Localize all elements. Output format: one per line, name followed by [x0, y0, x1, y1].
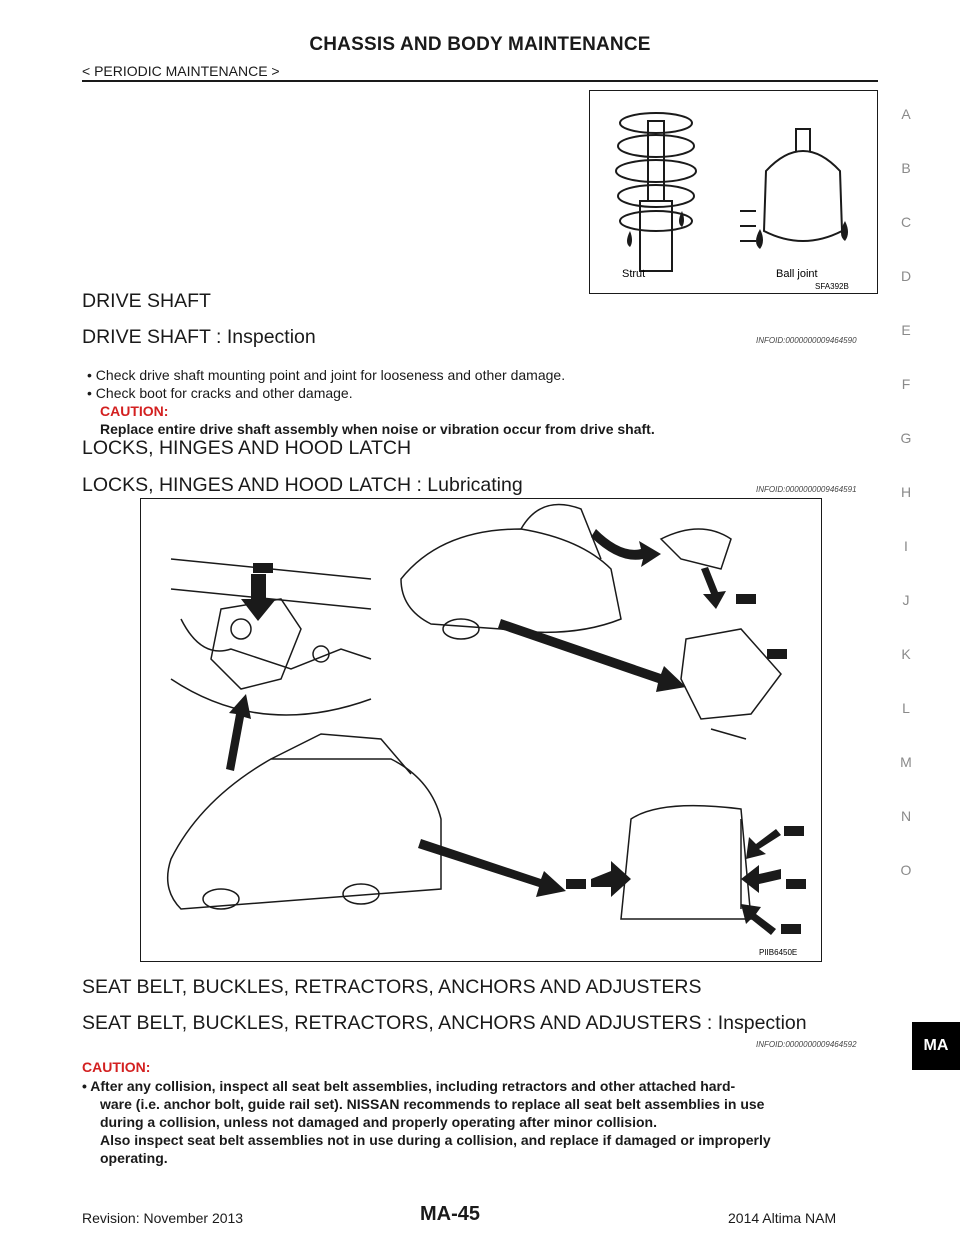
subsection-heading-locks-lubricating: LOCKS, HINGES AND HOOD LATCH : Lubricating	[82, 474, 523, 496]
figure-id: PIIB6450E	[759, 948, 798, 957]
caution-text: Replace entire drive shaft assembly when noise or vibration occur from drive shaft.	[100, 421, 655, 437]
model-year: 2014 Altima NAM	[728, 1210, 837, 1226]
lubrication-illustration	[141, 499, 821, 961]
section-index-n[interactable]: N	[900, 808, 912, 824]
lubrication-points-figure	[140, 498, 822, 962]
section-index-l[interactable]: L	[902, 700, 910, 716]
figure-id: SFA392B	[815, 282, 849, 291]
section-heading-drive-shaft: DRIVE SHAFT	[82, 290, 211, 312]
subsection-heading-seat-belt-inspection: SEAT BELT, BUCKLES, RETRACTORS, ANCHORS AND ADJUSTERS : Inspection	[82, 1012, 807, 1034]
caution-text: operating.	[100, 1150, 168, 1166]
section-tab-ma[interactable]: MA	[912, 1022, 960, 1070]
caution-text: • After any collision, inspect all seat belt assemblies, including retractors and other attached hard-	[82, 1078, 736, 1094]
section-index-h[interactable]: H	[900, 484, 912, 500]
section-index-m[interactable]: M	[900, 754, 912, 770]
info-id: INFOID:0000000009464590	[756, 336, 857, 345]
page-number: MA-45	[420, 1203, 481, 1225]
info-id: INFOID:0000000009464592	[756, 1040, 857, 1049]
section-index-a[interactable]: A	[901, 106, 911, 122]
caution-label: CAUTION:	[82, 1059, 151, 1075]
strut-label: Strut	[622, 268, 646, 280]
list-item: • Check drive shaft mounting point and joint for looseness and other damage.	[87, 367, 566, 383]
subsection-heading-drive-shaft-inspection: DRIVE SHAFT : Inspection	[82, 326, 316, 348]
caution-label: CAUTION:	[100, 403, 169, 419]
caution-text: during a collision, unless not damaged and properly operating after minor collision.	[100, 1114, 657, 1130]
list-item-text: Check boot for cracks and other damage.	[95, 385, 353, 401]
section-index-k[interactable]: K	[901, 646, 911, 662]
section-heading-locks: LOCKS, HINGES AND HOOD LATCH	[82, 437, 412, 459]
ball-joint-label: Ball joint	[776, 268, 818, 280]
strut-balljoint-illustration	[590, 91, 877, 293]
breadcrumb: < PERIODIC MAINTENANCE >	[82, 63, 280, 79]
section-index-i[interactable]: I	[904, 538, 908, 554]
section-index-c[interactable]: C	[900, 214, 912, 230]
caution-text: ware (i.e. anchor bolt, guide rail set). NISSAN recommends to replace all seat belt assemblies in use	[100, 1096, 765, 1112]
section-index-g[interactable]: G	[900, 430, 912, 446]
section-index-d[interactable]: D	[900, 268, 912, 284]
revision-date: Revision: November 2013	[82, 1210, 244, 1226]
section-index-b[interactable]: B	[901, 160, 911, 176]
strut-balljoint-figure	[589, 90, 878, 294]
section-index-e[interactable]: E	[901, 322, 911, 338]
caution-text: Also inspect seat belt assemblies not in use during a collision, and replace if damaged or improperly	[100, 1132, 771, 1148]
section-index-o[interactable]: O	[900, 862, 912, 878]
section-index-f[interactable]: F	[901, 376, 911, 392]
section-index-j[interactable]: J	[902, 592, 910, 608]
section-heading-seat-belt: SEAT BELT, BUCKLES, RETRACTORS, ANCHORS AND ADJUSTERS	[82, 976, 702, 998]
list-item: • Check boot for cracks and other damage.	[87, 385, 353, 401]
page-title: CHASSIS AND BODY MAINTENANCE	[309, 34, 651, 55]
list-item-text: Check drive shaft mounting point and joint for looseness and other damage.	[95, 367, 566, 383]
header-rule	[82, 80, 878, 82]
section-index	[896, 104, 916, 914]
info-id: INFOID:0000000009464591	[756, 485, 857, 494]
